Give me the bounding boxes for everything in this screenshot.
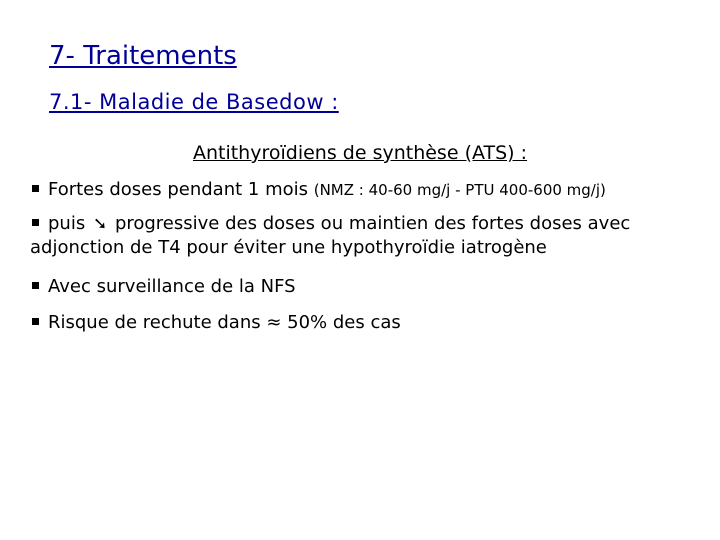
bullet-item-nfs <box>32 275 296 299</box>
bullet-text: Avec surveillance de la NFS <box>48 276 296 297</box>
bullet-item-rechute <box>32 311 401 335</box>
bullet-item-decrease <box>32 212 692 260</box>
square-bullet-icon <box>32 318 39 325</box>
slide-subtitle: 7.1- Maladie de Basedow : <box>49 90 339 114</box>
square-bullet-icon <box>32 219 39 226</box>
bullet-continuation: adjonction de T4 pour éviter une hypothyroïdie iatrogène <box>30 237 547 258</box>
bullet-text: Risque de rechute dans ≈ 50% des cas <box>48 312 401 333</box>
bullet-text: Fortes doses pendant 1 mois <box>48 179 308 200</box>
square-bullet-icon <box>32 185 39 192</box>
square-bullet-icon <box>32 282 39 289</box>
bullet-item-doses <box>32 178 606 202</box>
bullet-detail: (NMZ : 40-60 mg/j - PTU 400-600 mg/j) <box>313 181 606 199</box>
bullet-text-before: puis <box>48 213 86 234</box>
down-right-arrow-icon: ➘ <box>92 214 108 234</box>
section-heading: Antithyroïdiens de synthèse (ATS) : <box>192 142 528 164</box>
bullet-text-after: progressive des doses ou maintien des fortes doses avec <box>114 213 631 234</box>
slide-title: 7- Traitements <box>49 41 237 71</box>
